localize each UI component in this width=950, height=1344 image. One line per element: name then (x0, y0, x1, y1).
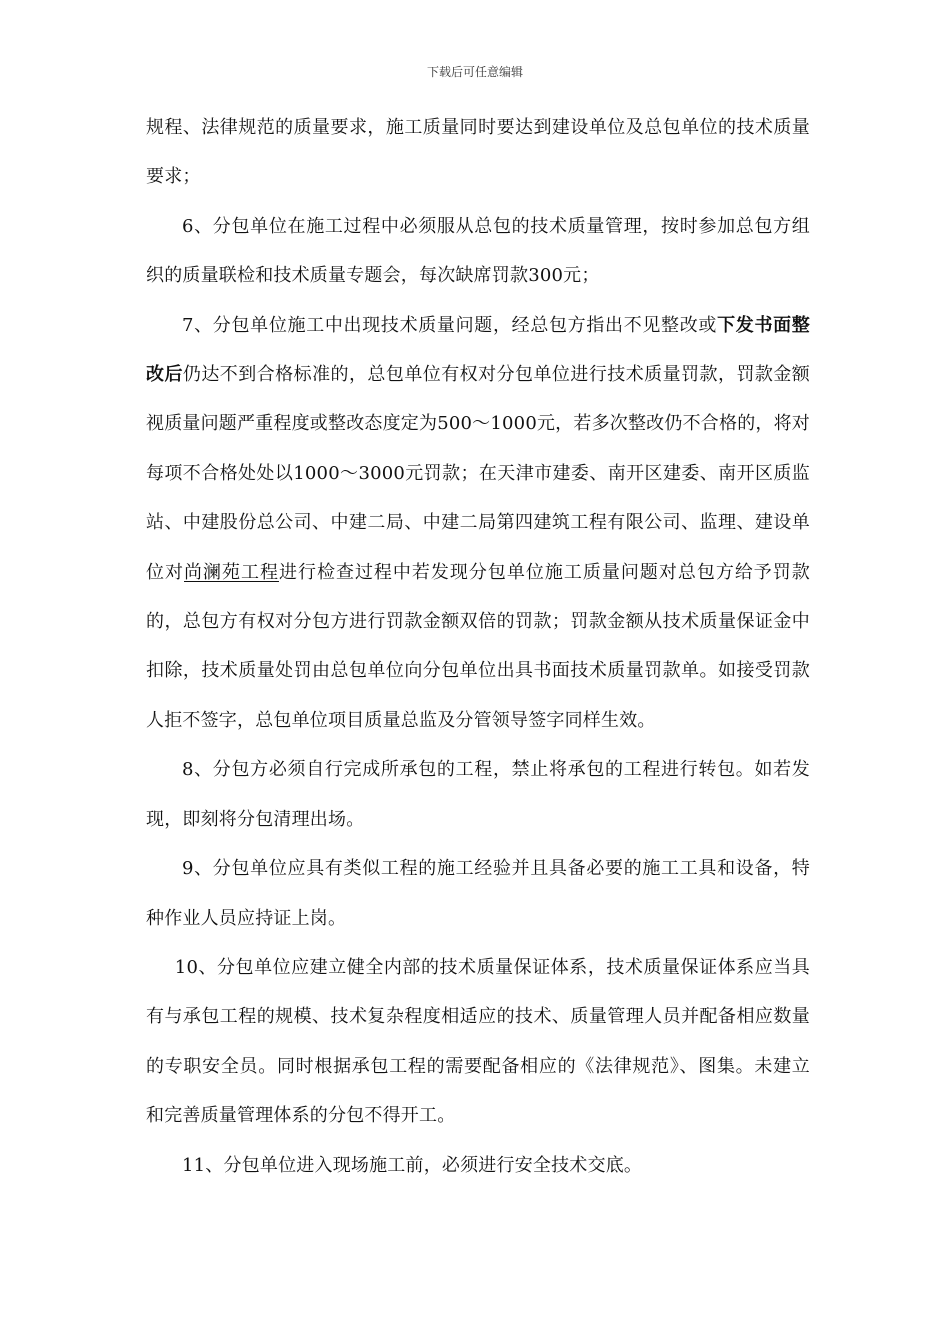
paragraph-7-text-3: 进行检查过程中若发现分包单位施工质量问题对总包方给予罚款的，总包方有权对分包方进行罚款金额双倍的罚款；罚款金额从技术质量保证金中扣除，技术质量处罚由总包单位向分包单位出具书面技术质量罚款单。如接受罚款人拒不签字，总包单位项目质量总监及分管领导签字同样生效。 (146, 561, 810, 731)
paragraph-continuation: 规程、法律规范的质量要求，施工质量同时要达到建设单位及总包单位的技术质量要求； (146, 117, 810, 188)
paragraph-11: 11、分包单位进入现场施工前，必须进行安全技术交底。 (182, 1154, 643, 1176)
paragraph-7-text-1: 7、分包单位施工中出现技术质量问题，经总包方指出不见整改或 (182, 314, 718, 336)
project-name-underlined: 尚澜苑工程 (184, 561, 279, 583)
document-body (146, 103, 810, 1190)
paragraph-7-text-2: 仍达不到合格标准的，总包单位有权对分包单位进行技术质量罚款，罚款金额视质量问题严重程度或整改态度定为500～1000元，若多次整改仍不合格的，将对每项不合格处处以1000～3000元罚款；在天津市建委、南开区建委、南开区质监站、中建股份总公司、中建二局、中建二局第四建筑工程有限公司、监理、建设单位对 (146, 364, 810, 583)
paragraph-6: 6、分包单位在施工过程中必须服从总包的技术质量管理，按时参加总包方组织的质量联检和技术质量专题会，每次缺席罚款300元； (146, 215, 810, 287)
paragraph-7-bold-text: 下发书面整改后 (146, 314, 811, 386)
paragraph-9: 9、分包单位应具有类似工程的施工经验并且具备必要的施工工具和设备，特种作业人员应持证上岗。 (146, 858, 810, 929)
paragraph-10: 10、分包单位应建立健全内部的技术质量保证体系，技术质量保证体系应当具有与承包工程的规模、技术复杂程度相适应的技术、质量管理人员并配备相应数量的专职安全员。同时根据承包工程的需要配备相应的《法律规范》、图集。未建立和完善质量管理体系的分包不得开工。 (146, 956, 810, 1127)
paragraph-7 (146, 301, 810, 746)
paragraph-8: 8、分包方必须自行完成所承包的工程，禁止将承包的工程进行转包。如若发现，即刻将分包清理出场。 (146, 759, 810, 830)
page-header: 下载后可任意编辑 (426, 65, 523, 79)
